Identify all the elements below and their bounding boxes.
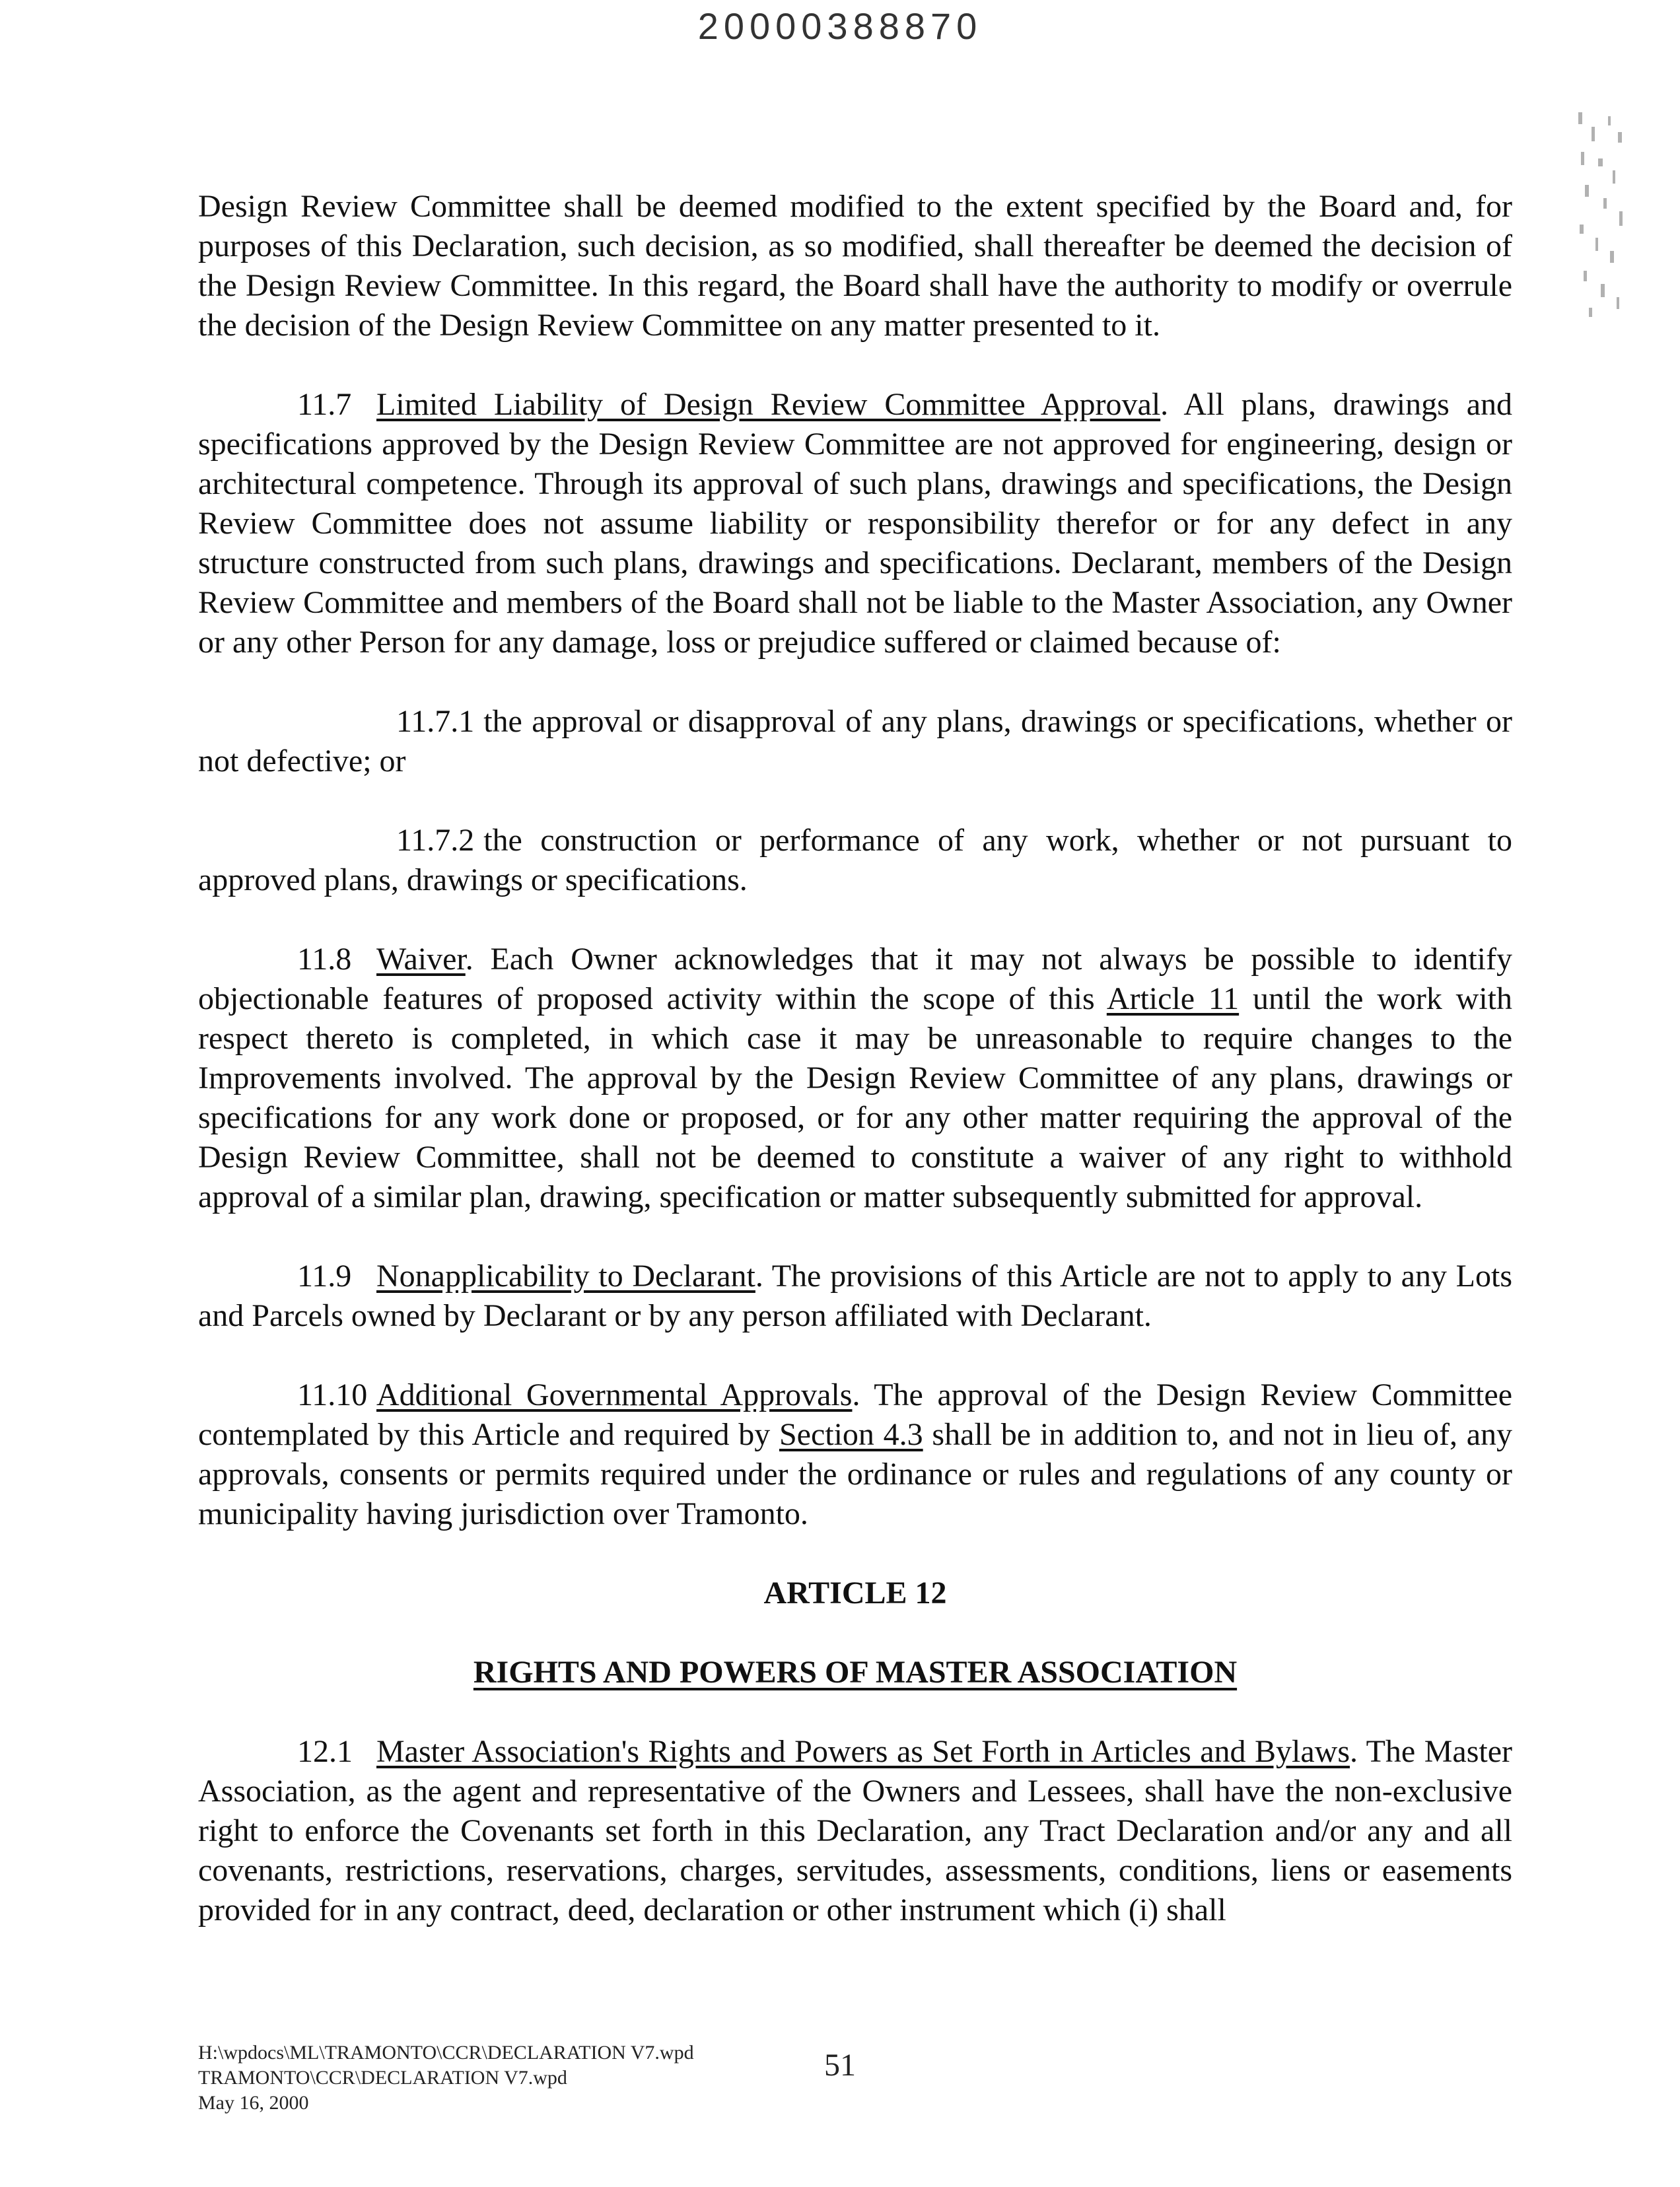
footer-date: May 16, 2000 bbox=[198, 2092, 309, 2114]
margin-stamp-marks bbox=[1572, 112, 1631, 324]
footer-path-1: H:\wpdocs\ML\TRAMONTO\CCR\DECLARATION V7.wpd bbox=[198, 2042, 694, 2064]
section-text: . The Master Association, as the agent and representative of the Owners and Lessees, shall have the non-exclusive right to enforce the Covenants set forth in this Declaration, any Tract Declaration and/or any and all covenants, restrictions, reservations, charges, servitudes, assessments, conditions, liens or easements provided for in any contract, deed, declaration or other instrument which (i) shall bbox=[198, 1734, 1512, 1927]
section-number: 12.1 bbox=[297, 1734, 353, 1769]
footer-path-2: TRAMONTO\CCR\DECLARATION V7.wpd bbox=[198, 2067, 567, 2089]
section-11-9 bbox=[198, 1257, 1512, 1336]
section-heading: Limited Liability of Design Review Committee Approval bbox=[376, 387, 1161, 422]
subsection-number: 11.7.1 bbox=[396, 704, 475, 739]
document-body bbox=[198, 187, 1512, 1970]
section-number: 11.10 bbox=[297, 1377, 368, 1412]
subsection-text: the approval or disapproval of any plans, drawings or specifications, whether or not defective; or bbox=[198, 704, 1512, 779]
section-11-7-2 bbox=[198, 821, 1512, 900]
section-text: until the work with respect thereto is completed, in which case it may be unreasonable to require changes to the Improvements involved. The approval by the Design Review Committee of any plans, drawings or specifications for any work done or proposed, or for any other matter requiring the approval of the Design Review Committee, shall not be deemed to constitute a waiver of any right to withhold approval of a similar plan, drawing, specification or matter subsequently submitted for approval. bbox=[198, 981, 1513, 1214]
article-title: ARTICLE 12 bbox=[763, 1576, 947, 1611]
section-number: 11.7 bbox=[297, 387, 352, 422]
subsection-number: 11.7.2 bbox=[396, 823, 475, 858]
section-text: . Each Owner acknowledges that it may not always be possible to identify objectionable features of proposed activity within the scope of this bbox=[198, 942, 1512, 1016]
paragraph-continuation: Design Review Committee shall be deemed modified to the extent specified by the Board and, for purposes of this Declaration, such decision, as so modified, shall thereafter be deemed the decision of the Design Review Committee. In this regard, the Board shall have the authority to modify or overrule the decision of the Design Review Committee on any matter presented to it. bbox=[198, 189, 1512, 343]
section-12-1 bbox=[198, 1732, 1512, 1930]
section-heading: Waiver bbox=[376, 942, 466, 977]
cross-reference-section-4-3: Section 4.3 bbox=[779, 1417, 923, 1452]
document-number: 20000388870 bbox=[697, 5, 983, 47]
section-heading: Nonapplicability to Declarant bbox=[376, 1259, 755, 1294]
section-11-8 bbox=[198, 940, 1512, 1217]
section-heading: Additional Governmental Approvals bbox=[376, 1377, 853, 1412]
section-text: . All plans, drawings and specifications approved by the Design Review Committee are not approved for engineering, design or architectural competence. Through its approval of such plans, drawings and specifications, the Design Review Committee does not assume liability or responsibility therefor or for any defect in any structure constructed from such plans, drawings and specifications. Declarant, members of the Design Review Committee and members of the Board shall not be liable to the Master Association, any Owner or any other Person for any damage, loss or prejudice suffered or claimed because of: bbox=[198, 387, 1512, 660]
section-text: shall be in addition to, and not in lieu of, any approvals, consents or permits required under the ordinance or rules and regulations of any county or municipality having jurisdiction over Tramonto. bbox=[198, 1417, 1512, 1531]
page-number: 51 bbox=[824, 2048, 856, 2083]
section-11-7-1 bbox=[198, 702, 1512, 781]
section-heading: Master Association's Rights and Powers as Set Forth in Articles and Bylaws bbox=[376, 1734, 1350, 1769]
subsection-text: the construction or performance of any work, whether or not pursuant to approved plans, drawings or specifications. bbox=[198, 823, 1512, 897]
section-number: 11.8 bbox=[297, 942, 352, 977]
section-11-7 bbox=[198, 385, 1512, 662]
cross-reference-article-11: Article 11 bbox=[1106, 981, 1240, 1016]
section-11-10 bbox=[198, 1375, 1512, 1534]
section-number: 11.9 bbox=[297, 1259, 352, 1294]
article-heading: RIGHTS AND POWERS OF MASTER ASSOCIATION bbox=[473, 1655, 1238, 1690]
section-text: . The provisions of this Article are not to apply to any Lots and Parcels owned by Declarant or by any person affiliated with Declarant. bbox=[198, 1259, 1513, 1333]
section-text: . The approval of the Design Review Committee contemplated by this Article and required by bbox=[198, 1377, 1513, 1452]
